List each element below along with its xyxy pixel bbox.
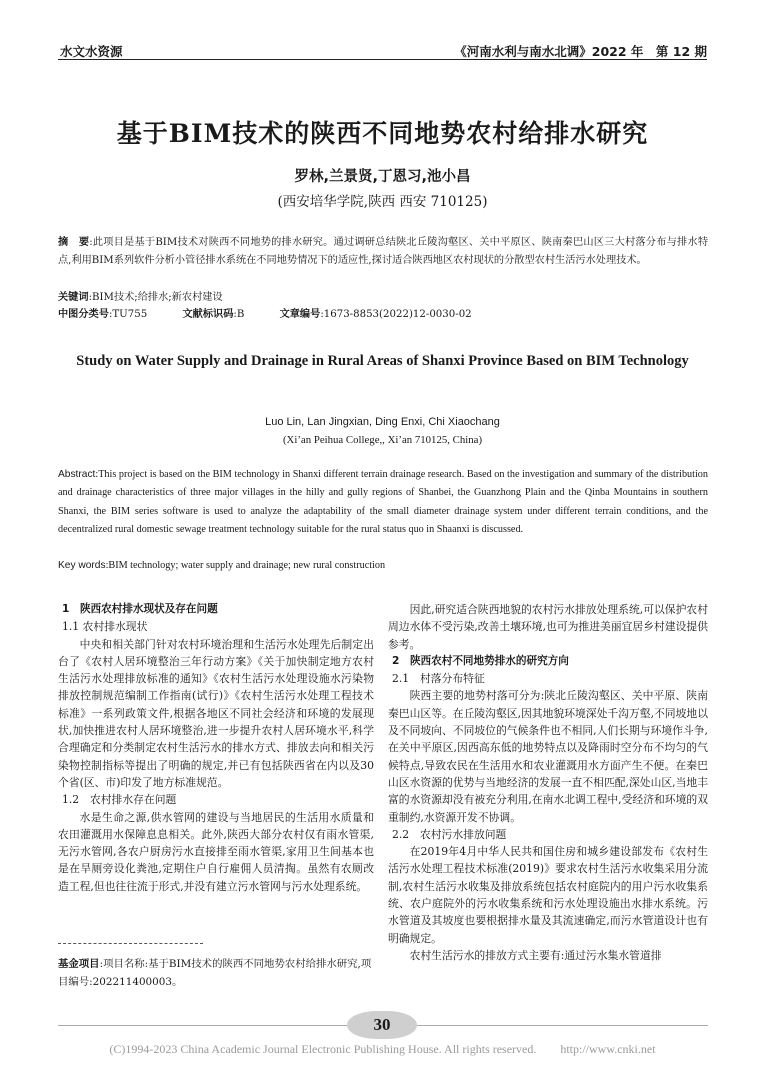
fund-note (58, 955, 374, 991)
section-1-heading: 1 陕西农村排水现状及存在问题 (62, 603, 218, 615)
authors-en: Luo Lin, Lan Jingxian, Ding Enxi, Chi Xiaochang (265, 416, 500, 428)
affiliation-cn: (西安培华学院,陕西 西安 710125) (277, 194, 488, 210)
article-no-value: :1673-8853(2022)12-0030-02 (320, 309, 472, 320)
fund-label: 基金项目 (58, 958, 100, 970)
paragraph: 中央和相关部门针对农村环境治理和生活污水处理先后制定出台了《农村人居环境整治三年行动方案》《关于加快制定地方农村生活污水处理排放标准的通知》《农村生活污水处理设施水污染物排放控制规范编制工作指南(试行)》《农村生活污水处理工程技术标准》一系列政策文件,根据各地区不同社会经济和环境的发展现状,加快推进农村人居环境整治,进一步提升农村人居环境水平,科学合理确定和分类制定农村生活污水的排水方式、排放去向和相关污染物控制指标等提出了明确的规定,并已有包括陕西省在内以及30个省(区、市)印发了地方标准规范。 (58, 637, 374, 789)
paragraph: 陕西主要的地势村落可分为:陕北丘陵沟壑区、关中平原、陕南秦巴山区等。在丘陵沟壑区,因其地貌环境深处千沟万壑,不同坡地以及不同坡向、不同坡位的气候条件也不相同,人们长期与环境作斗争,在关中平原区,因西高东低的地势特点以及降雨时空分布不均匀的气候特点,导致农民在生活用水和农业灌溉用水方面产生不便。在秦巴山区水资源的优势与当地经济的发展一直不相匹配,深处山区,当地丰富的水资源却没有被充分利用,在南水北调工程中,受经济和环境的双重制约,水资源开发不协调。 (388, 689, 708, 824)
abstract-cn (58, 234, 708, 270)
article-meta (58, 305, 708, 320)
paragraph: 水是生命之源,供水管网的建设与当地居民的生活用水质量和农田灌溉用水保障息息相关。此外,陕西大部分农村仅有雨水管渠,无污水管网,各农户厨房污水直接排至雨水管渠,家用卫生间基本也是在旱厕旁设化粪池,定期住户自行雇佣人员清掏。虽然有农厕改造工程,但也往往流于形式,并没有建立污水管网与污水处理系统。 (58, 810, 374, 893)
page-number-line-left (58, 1025, 348, 1026)
page-number-line-right (417, 1025, 708, 1026)
paragraph: 因此,研究适合陕西地貌的农村污水排放处理系统,可以保护农村周边水体不受污染,改善土壤环境,也可为推进美丽宜居乡村建设提供参考。 (388, 603, 708, 651)
page-number: 30 (347, 1011, 417, 1039)
section-1-1-heading: 1.1 农村排水现状 (62, 620, 148, 634)
abstract-en-text: :This project is based on the BIM technology in Shanxi different terrain drainage research. Based on the investigation and summary of the distribution and drainage characteristics of three major villages in the hilly and gully regions of Shanbei, the Guanzhong Plain and the Qinba Mountains in southern Shanxi, the BIM series software is used to analyze the adaptability of the small diameter drainage system under different terrain conditions, and the decentralized rural domestic sewage treatment technology suitable for the rural status quo in Shaanxi is discussed. (58, 469, 708, 535)
section-2-1-heading: 2.1 村落分布特征 (392, 672, 485, 686)
abstract-cn-label: 摘 要 (58, 237, 90, 248)
affiliation-en: (Xi’an Peihua College,, Xi’an 710125, China) (282, 434, 483, 446)
section-2-2-heading: 2.2 农村污水排放问题 (392, 827, 507, 841)
running-header-right: 《河南水利与南水北调》2022 年 第 12 期 (454, 44, 707, 59)
abstract-cn-text: :此项目是基于BIM技术对陕西不同地势的排水研究。通过调研总结陕北丘陵沟壑区、关中平原区、陕南秦巴山区三大村落分布与排水特点,利用BIM系列软件分析小管径排水系统在不同地势情况下的适应性,探讨适合陕西地区农村现状的分散型农村生活污水处理技术。 (58, 237, 709, 266)
section-1-2-heading: 1.2 农村排水存在问题 (62, 793, 177, 807)
copyright-footer: (C)1994-2023 China Academic Journal Electronic Publishing House. All rights reserved. http://www.cnki.net (109, 1042, 656, 1056)
doc-code-value: :B (233, 309, 245, 320)
section-2-heading: 2 陕西农村不同地势排水的研究方向 (392, 654, 569, 667)
title-en: Study on Water Supply and Drainage in Rural Areas of Shanxi Province Based on BIM Technology (76, 353, 689, 369)
doc-code-label: 文献标识码 (182, 309, 234, 320)
abstract-en-label: Abstract (58, 469, 96, 480)
paragraph: 农村生活污水的排放方式主要有:通过污水集水管道排 (409, 948, 662, 962)
keywords-cn-text: :BIM技术;给排水;新农村建设 (88, 292, 223, 303)
clc-value: :TU755 (108, 309, 148, 320)
keywords-cn-label: 关键词 (58, 292, 89, 303)
article-no-label: 文章编号 (279, 309, 321, 320)
right-column (388, 601, 708, 964)
keywords-en-label: Key words (58, 560, 106, 571)
abstract-en (58, 466, 708, 539)
fund-text: :项目名称:基于BIM技术的陕西不同地势农村给排水研究,项目编号:202211400003。 (58, 958, 372, 988)
left-column (58, 601, 374, 895)
footnote-rule (58, 943, 203, 944)
running-header-left: 水文水资源 (60, 44, 123, 59)
paragraph: 在2019年4月中华人民共和国住房和城乡建设部发布《农村生活污水处理工程技术标准(2019)》要求农村生活污水收集采用分流制,农村生活污水收集及排放系统包括农村庭院内的用户污水收集系统、农户庭院外的污水收集系统和污水处理设施出水排水系统。污水管道及其坡度也要根据排水量及其流速确定,而污水管道设计也有明确规定。 (388, 845, 708, 945)
authors-cn: 罗林,兰景贤,丁恩习,池小昌 (294, 169, 471, 185)
keywords-en-text: :BIM technology; water supply and drainage; new rural construction (105, 560, 386, 571)
header-rule (58, 59, 707, 60)
clc-label: 中图分类号 (58, 309, 109, 320)
keywords-en (58, 560, 708, 571)
page-title: 基于BIM技术的陕西不同地势农村给排水研究 (116, 119, 649, 148)
